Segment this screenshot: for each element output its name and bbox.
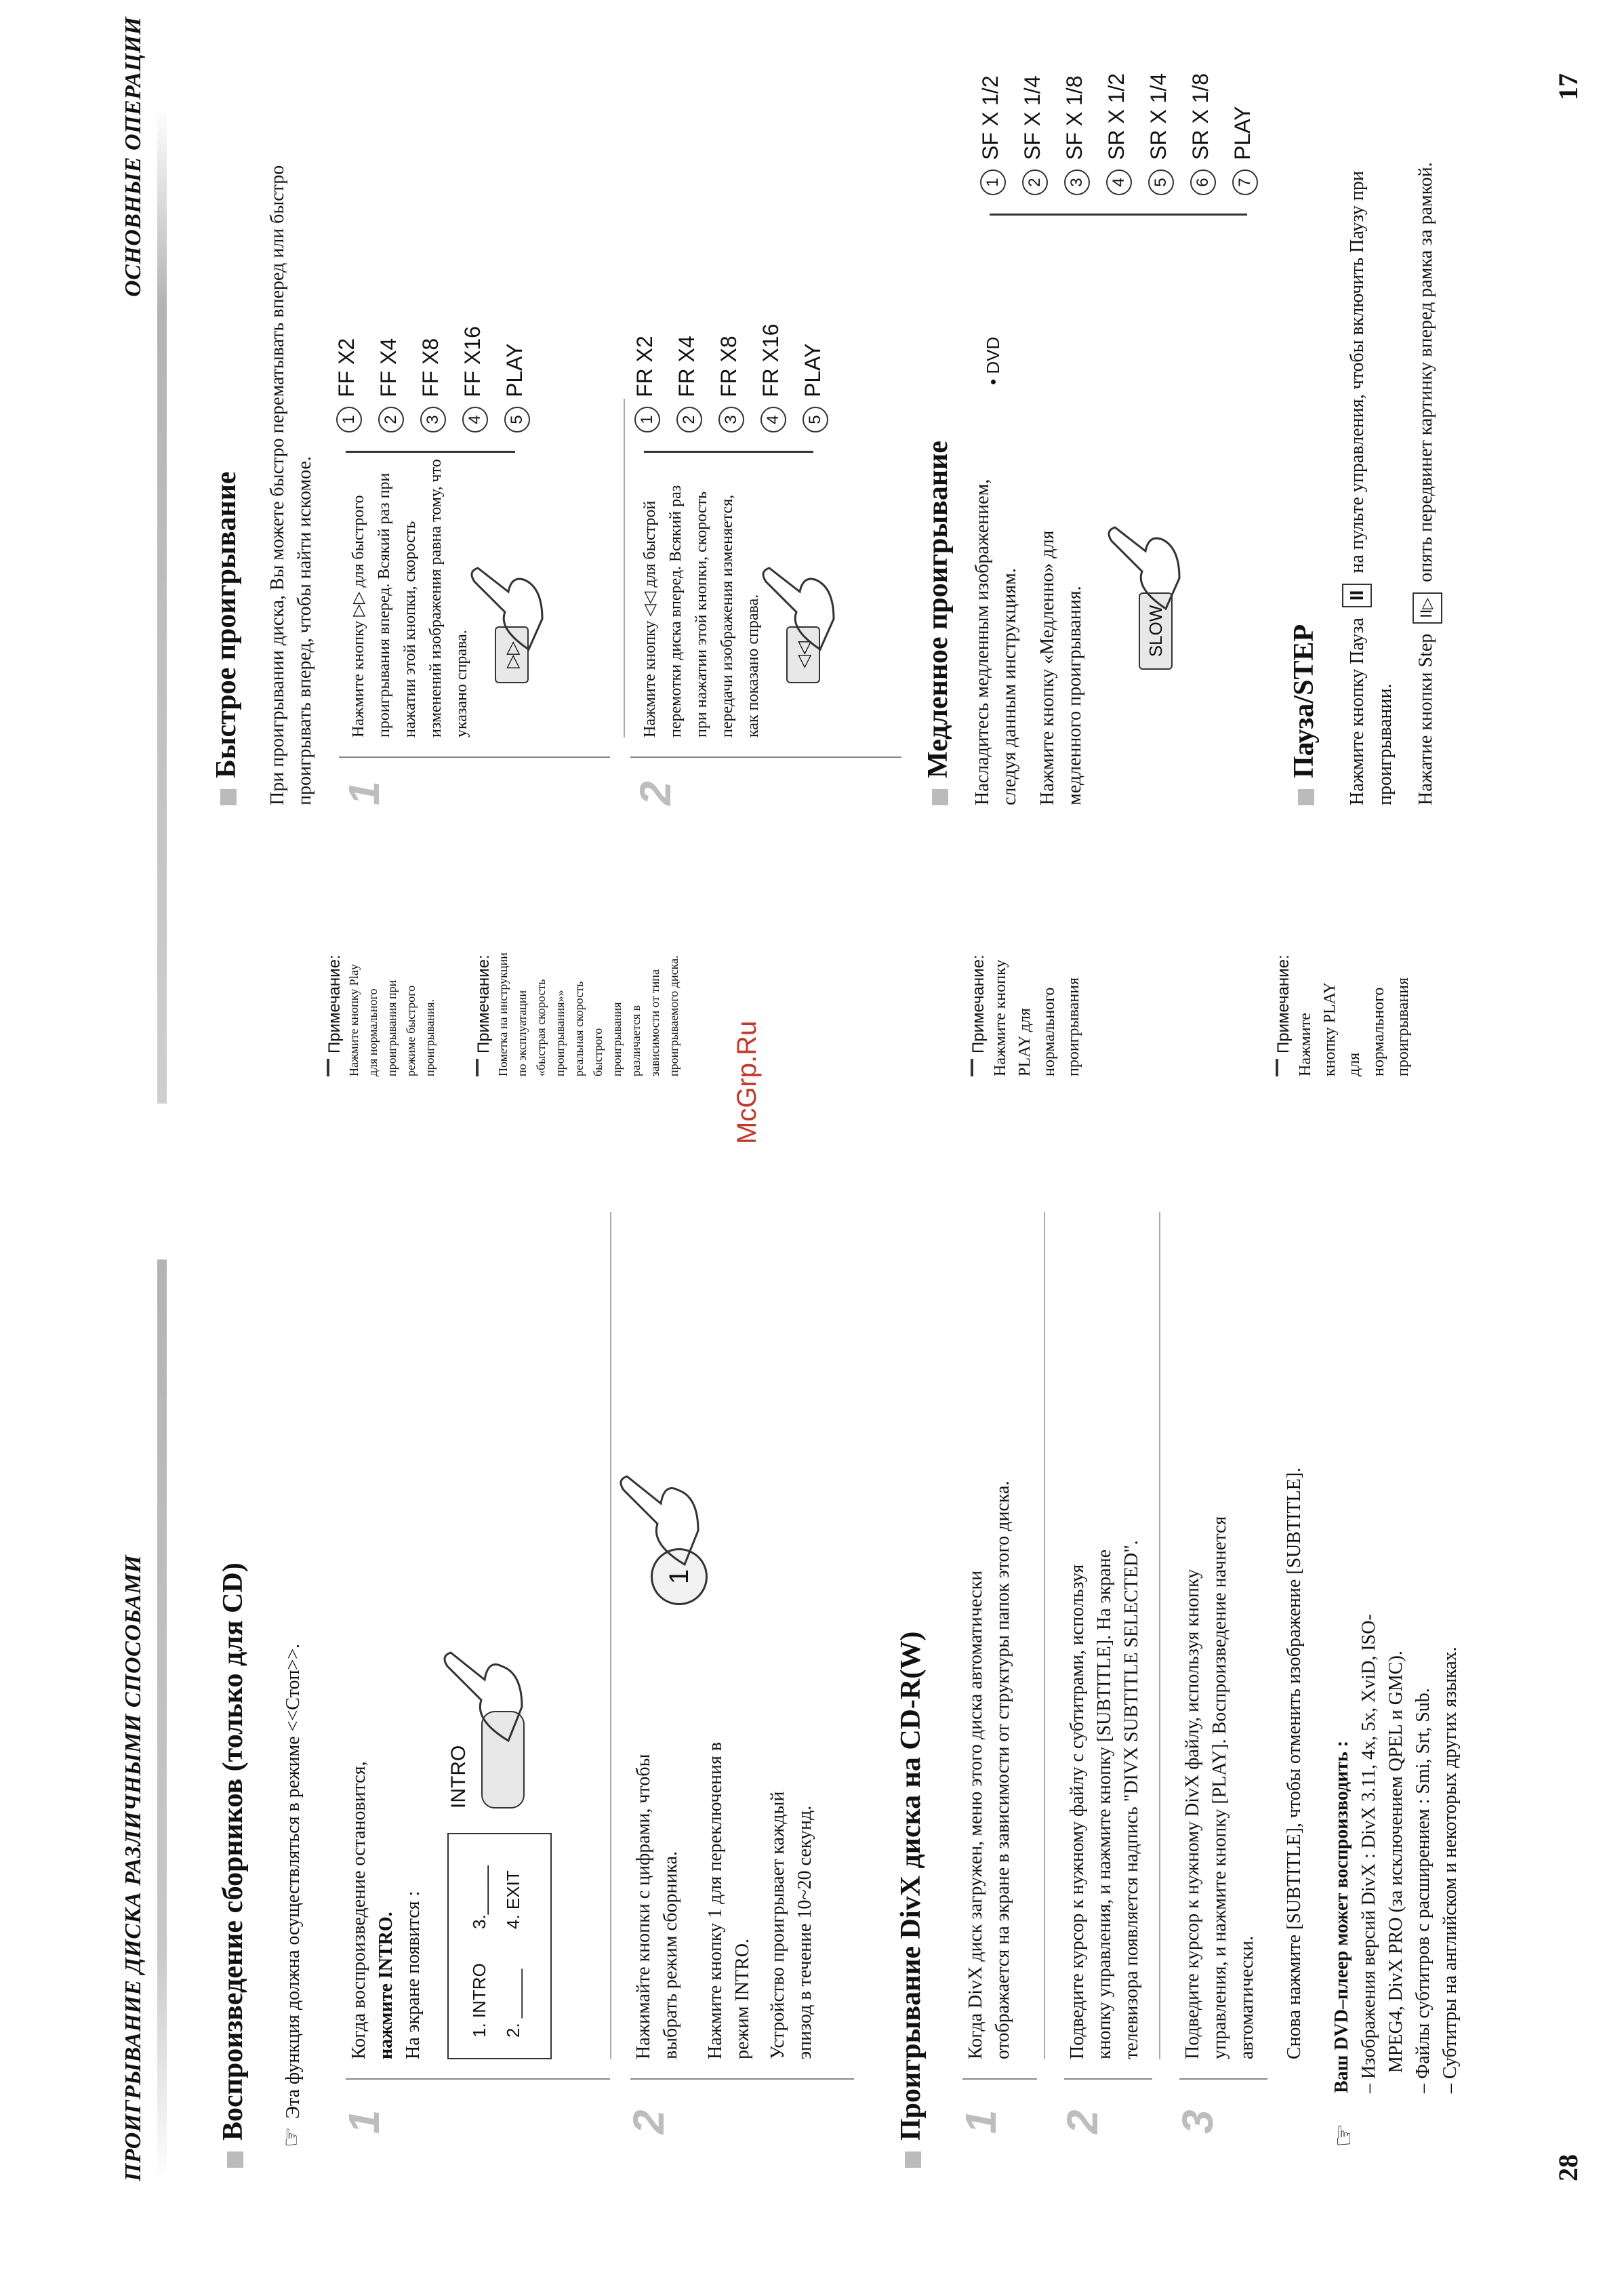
fr-speed: PLAY xyxy=(800,343,825,397)
watermark: McGrp.Ru xyxy=(732,1020,762,1144)
pause-icon: II xyxy=(1342,584,1372,608)
intro-section-title: Воспроизведение сборников (только для CD) xyxy=(217,1562,249,2168)
note-icon: ☞ xyxy=(278,2126,305,2147)
slow-speed: SR X 1/8 xyxy=(1188,73,1213,160)
ff-speed: PLAY xyxy=(502,343,527,397)
pause-note: Примечание: Нажмите кнопку PLAY для нормального проигрывания xyxy=(1274,954,1412,1076)
left-page-number: 28 xyxy=(1553,2154,1583,2181)
left-header-bar xyxy=(157,1259,167,2181)
section-bullet xyxy=(932,789,948,805)
slow-note: Примечание: Нажмите кнопку PLAY для нормального проигрывания xyxy=(969,954,1082,1076)
pause-section-title: Пауза/STEP xyxy=(1288,624,1320,805)
section-bullet xyxy=(227,2151,243,2168)
hand-pointer-icon xyxy=(1098,521,1186,615)
ff-speed: FF X16 xyxy=(460,326,485,397)
step-divider xyxy=(962,2078,1037,2080)
slow-speed: SF X 1/4 xyxy=(1020,75,1044,160)
screen-item: 1. INTRO xyxy=(469,1963,489,2038)
fr-speed: FR X8 xyxy=(716,336,741,397)
dvd-label: • DVD xyxy=(983,336,1003,385)
hand-pointer-icon xyxy=(434,1646,529,1747)
note-icon xyxy=(1276,1059,1293,1076)
slow-speed: SF X 1/2 xyxy=(978,75,1002,160)
ff-cycle-arrow xyxy=(346,451,515,453)
screen-item: 4. EXIT xyxy=(503,1870,523,1929)
fr-speed-list: 1FR X2 2FR X4 3FR X8 4FR X16 5PLAY xyxy=(624,324,834,432)
fast-step2-number: 2 xyxy=(631,781,680,805)
fast-note2: Примечание: Пометка на инструкции по эксплуатации «быстрая скорость проигрывания»» реальная скорость быстрого проигрывания различается в зависимости от типа проигрываемого диска. xyxy=(474,952,681,1076)
divx-section-title: Проигрывание DivX диска на CD-R(W) xyxy=(895,1632,927,2168)
divx-subtitle-cancel-text: Снова нажмите [SUBTITLE], чтобы отменить изображение [SUBTITLE]. xyxy=(1284,1467,1305,2059)
ff-speed: FF X2 xyxy=(334,338,359,397)
screen-item: 3._____ xyxy=(469,1865,489,1929)
slow-text: Насладитесь медленным изображением, следуя данным инструкциям. Нажмите кнопку «Медленно» для медленного проигрывания. xyxy=(972,479,1085,805)
screen-item: 2. _____ xyxy=(503,1968,523,2038)
fast-step1-text: Нажмите кнопку ▷▷ для быстрого проигрывания вперед. Всякий раз при нажатии этой кнопки, скорость изменений изображения равна тому, что указано справа. xyxy=(350,459,470,738)
right-page-number: 17 xyxy=(1553,73,1583,100)
step-separator xyxy=(610,1212,611,2059)
slow-speed: SR X 1/4 xyxy=(1146,73,1171,160)
divx-step2-text: Подведите курсор к нужному файлу с субтитрами, используя кнопку управления, и нажмите кнопку [SUBTITLE]. На экране телевизора появляется надпись "DIVX SUBTITLE SELECTED". xyxy=(1067,1540,1142,2059)
step-icon: II▷ xyxy=(1413,592,1442,624)
step-divider xyxy=(346,2078,610,2080)
left-header: ПРОИГРЫВАНИЕ ДИСКА РАЗЛИЧНЫМИ СПОСОБАМИ xyxy=(121,1554,146,2181)
hand-pointer-icon xyxy=(752,561,840,656)
step-separator xyxy=(1044,1212,1045,2059)
step-separator xyxy=(1159,1212,1160,2059)
divx-step1-text: Когда DivX диск загружен, меню этого диска автоматически отображается на экране в зависимости от структуры папок этого диска. xyxy=(965,1480,1013,2059)
slow-section-title: Медленное проигрывание xyxy=(922,441,954,805)
section-bullet xyxy=(905,2151,921,2168)
slow-speed: PLAY xyxy=(1230,106,1255,160)
fast-step2-text: Нажмите кнопку ◁◁ для быстрой перемотки диска вперед. Всякий раз при нажатии этой кнопки, скорость передачи изображения изменяется, как показано справа. xyxy=(641,485,762,738)
divx-note: Ваш DVD–плеер может воспроизводить : – Изображения версий DivX : DivX 3.11, 4x, 5x, XviD, ISO- MPEG4, DivX PRO (за исключением QPEL и GMC). – Файлы субтитров с расширением : Smi, Srt, Sub. – Субтитры на английском и некоторых других языках. xyxy=(1331,1614,1461,2093)
fast-note1: Примечание: Нажмите кнопку Play для нормального проигрывания при режиме быстрого проигрывания. xyxy=(325,954,437,1076)
fr-speed: FR X2 xyxy=(632,336,657,397)
fast-reverse-button[interactable]: ◁◁ xyxy=(786,626,820,683)
divx-step3-text: Подведите курсор к нужному DivX файлу, используя кнопку управления, и нажмите кнопку [PLAY]. Воспроизведение начнется автоматически. xyxy=(1182,1516,1257,2059)
hand-pointer-icon xyxy=(610,1470,705,1571)
fr-cycle-arrow xyxy=(644,451,813,453)
intro-step1-text: Когда воспроизведение остановится, нажмите INTRO. На экране появится : xyxy=(348,1761,424,2059)
step-divider xyxy=(630,756,901,758)
right-header-bar xyxy=(157,107,167,1104)
divx-step2-number: 2 xyxy=(1058,2109,1107,2134)
intro-step2-number: 2 xyxy=(624,2109,673,2134)
divx-step1-number: 1 xyxy=(956,2109,1005,2134)
section-bullet xyxy=(220,789,237,805)
step-separator xyxy=(624,399,625,738)
step-divider xyxy=(1064,2078,1152,2080)
ff-speed: FF X8 xyxy=(418,338,443,397)
fast-step1-number: 1 xyxy=(340,781,388,805)
slow-speed-list: 1SF X 1/2 2SF X 1/4 3SF X 1/8 4SR X 1/2 5SR X 1/4 6SR X 1/8 7PLAY xyxy=(969,73,1263,195)
slow-speed: SR X 1/2 xyxy=(1104,73,1129,160)
fast-forward-button[interactable]: ▷▷ xyxy=(495,626,529,683)
intro-step1-number: 1 xyxy=(340,2109,388,2134)
ff-speed-list: 1FF X2 2FF X4 3FF X8 4FF X16 5PLAY xyxy=(325,326,535,432)
fr-speed: FR X16 xyxy=(758,323,783,397)
ff-speed: FF X4 xyxy=(376,338,401,397)
note-hand-icon: ☞ xyxy=(1328,2123,1360,2147)
note-icon xyxy=(971,1059,988,1076)
slow-cycle-arrow xyxy=(990,214,1247,216)
step-divider xyxy=(339,756,610,758)
intro-note: ☞Эта функция должна осуществляться в режиме <<Стоп>>. xyxy=(278,1643,305,2147)
right-header: ОСНОВНЫЕ ОПЕРАЦИИ xyxy=(121,16,146,297)
hand-pointer-icon xyxy=(461,561,549,656)
page-28 xyxy=(0,1158,1624,2283)
step-divider xyxy=(1179,2078,1267,2080)
note-icon xyxy=(327,1059,344,1076)
intro-step2-text: Нажимайте кнопки с цифрами, чтобы выбрать режим сборника. Нажмите кнопку 1 для переключения в режим INTRO. Устройство проигрывает каждый эпизод в течение 10~20 секунд. xyxy=(633,1741,815,2059)
step-divider xyxy=(630,2078,854,2080)
slow-button[interactable]: SLOW xyxy=(1139,592,1173,670)
intro-button-label: INTRO xyxy=(447,1745,470,1809)
fr-speed: FR X4 xyxy=(674,336,699,397)
fast-section-title: Быстрое проигрывание xyxy=(210,471,243,805)
note-icon xyxy=(476,1059,493,1076)
slow-speed: SF X 1/8 xyxy=(1062,75,1087,160)
fast-intro: При проигрывании диска, Вы можете быстро перематывать вперед или быстро проигрывать вперед, чтобы найти искомое. xyxy=(267,165,315,805)
number-1-button[interactable]: 1 xyxy=(651,1548,708,1605)
pause-text: Нажмите кнопку Пауза II на пульте управления, чтобы включить Паузу при проигрывании. Нажатие кнопки Step II▷ опять передвинет картинку вперед рамка за рамкой. xyxy=(1342,162,1442,805)
intro-screen-menu xyxy=(447,1833,552,2059)
section-bullet xyxy=(1298,789,1314,805)
divx-step3-number: 3 xyxy=(1173,2109,1222,2134)
